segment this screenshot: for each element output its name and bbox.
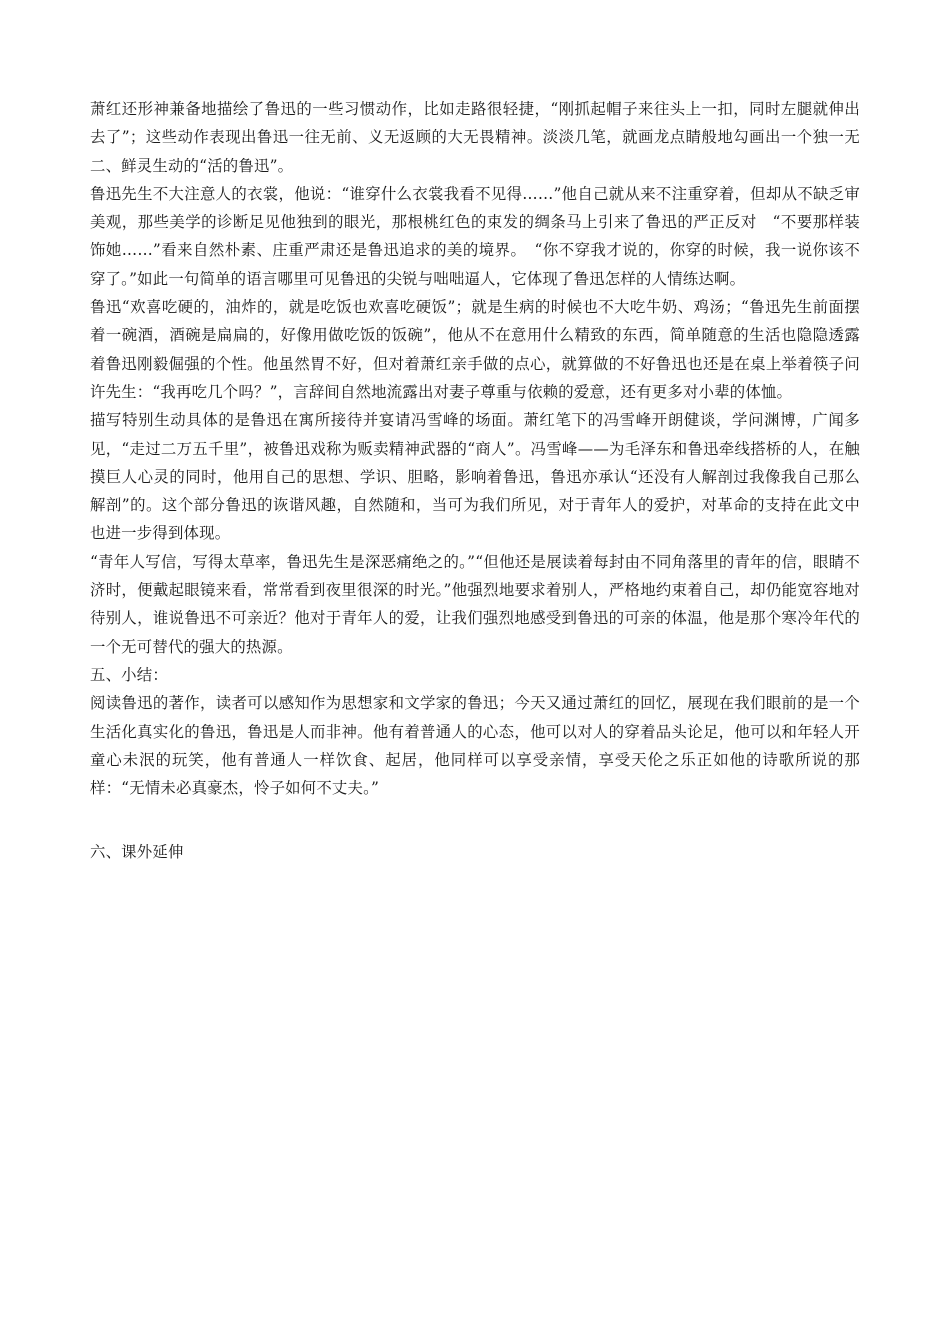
document-page [90,95,860,867]
paragraph-feng-xuefeng: 描写特别生动具体的是鲁迅在寓所接待并宴请冯雪峰的场面。萧红笔下的冯雪峰开朗健谈，学问渊博，广闻多见，“走过二万五千里”，被鲁迅戏称为贩卖精神武器的“商人”。冯雪峰——为毛泽东和鲁迅牵线搭桥的人，在触摸巨人心灵的同时，他用自己的思想、学识、胆略，影响着鲁迅，鲁迅亦承认“还没有人解剖过我像我自己那么解剖”的。这个部分鲁迅的诙谐风趣，自然随和，当可为我们所见，对于青年人的爱护，对革命的支持在此文中也进一步得到体现。 [90,411,860,543]
paragraph-lu-xun-gestures: 萧红还形神兼备地描绘了鲁迅的一些习惯动作，比如走路很轻捷，“刚抓起帽子来往头上一扣，同时左腿就伸出去了”；这些动作表现出鲁迅一往无前、义无返顾的大无畏精神。淡淡几笔，就画龙点睛般地勾画出一个独一无二、鲜灵生动的“活的鲁迅”。 [90,100,860,175]
paragraph-lu-xun-clothing: 鲁迅先生不大注意人的衣裳，他说：“谁穿什么衣裳我看不见得……”他自己就从来不注重穿着，但却从不缺乏审美观，那些美学的诊断足见他独到的眼光，那根桃红色的束发的绸条马上引来了鲁迅的严正反对 “不要那样装饰她……”看来自然朴素、庄重严肃还是鲁迅追求的美的境界。 “你不穿我才说的，你穿的时候，我一说你该不穿了。”如此一句简单的语言哪里可见鲁迅的尖锐与咄咄逼人，它体现了鲁迅怎样的人情练达啊。 [90,184,860,288]
paragraph-lu-xun-diet: 鲁迅“欢喜吃硬的，油炸的，就是吃饭也欢喜吃硬饭”；就是生病的时候也不大吃牛奶、鸡汤；“鲁迅先生前面摆着一碗酒，酒碗是扁扁的，好像用做吃饭的饭碗”，他从不在意用什么精致的东西，简单随意的生活也隐隐透露着鲁迅刚毅倔强的个性。他虽然胃不好，但对着萧红亲手做的点心，就算做的不好鲁迅也还是在桌上举着筷子问许先生：“我再吃几个吗？”，言辞间自然地流露出对妻子尊重与依赖的爱意，还有更多对小辈的体恤。 [90,298,860,401]
section-extension-heading: 六、课外延伸 [90,843,184,862]
section-summary-heading: 五、小结： [90,665,168,684]
paragraph-youth-letters: “青年人写信，写得太草率，鲁迅先生是深恶痛绝之的。”“但他还是展读着每封由不同角落里的青年的信，眼睛不济时，便戴起眼镜来看，常常看到夜里很深的时光。”他强烈地要求着别人，严格地约束着自己，却仍能宽容地对待别人，谁说鲁迅不可亲近？他对于青年人的爱，让我们强烈地感受到鲁迅的可亲的体温，他是那个寒冷年代的一个无可替代的强大的热源。 [90,552,860,656]
section-spacer [90,802,860,838]
section-summary-body: 阅读鲁迅的著作，读者可以感知作为思想家和文学家的鲁迅；今天又通过萧红的回忆，展现在我们眼前的是一个生活化真实化的鲁迅，鲁迅是人而非神。他有着普通人的心态，他可以对人的穿着品头论足，他可以和年轻人开童心未泯的玩笑，他有普通人一样饮食、起居，他同样可以享受亲情，享受天伦之乐正如他的诗歌所说的那样：“无情未必真豪杰，怜子如何不丈夫。” [90,694,860,798]
